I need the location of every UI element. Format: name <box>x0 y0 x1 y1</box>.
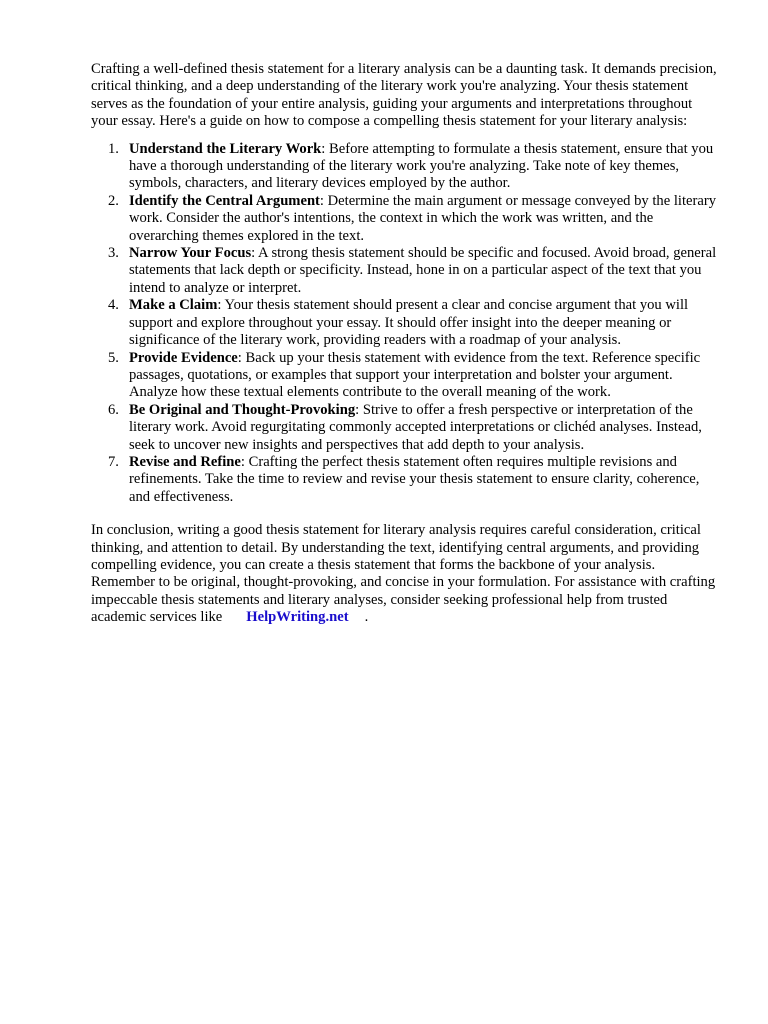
step-text: Determine the main argument or message conveyed by the literary work. Consider the author's intentions, the context in which the work was written, and the overarching themes explored in the text. <box>129 192 716 244</box>
step-separator: : <box>240 453 245 470</box>
step-text: Your thesis statement should present a clear and concise argument that you will support and explore throughout your essay. It should offer insight into the deeper meaning or significance of the literary work, providing readers with a roadmap of your analysis. <box>129 297 689 349</box>
list-item <box>91 141 721 193</box>
step-text: Back up your thesis statement with evidence from the text. Reference specific passages, quotations, or examples that support your interpretation and bolster your argument. Analyze how these textual elements contribute to the overall meaning of the work. <box>129 349 701 401</box>
step-separator: : <box>319 192 324 209</box>
step-separator: : <box>217 297 222 314</box>
step-heading: Narrow Your Focus <box>129 245 252 262</box>
list-number: 4. <box>108 297 119 314</box>
list-number: 2. <box>108 192 119 209</box>
list-number: 6. <box>108 401 119 418</box>
conclusion-text: In conclusion, writing a good thesis statement for literary analysis requires careful consideration, critical thinking, and attention to detail. By understanding the text, identifying central arguments, and providing compelling evidence, you can create a thesis statement that forms the backbone of your analysis. Remember to be original, thought-provoking, and concise in your formulation. For assistance with crafting impeccable thesis statements and literary analyses, consider seeking professional help from trusted academic services like <box>91 522 716 626</box>
step-separator: : <box>321 140 326 157</box>
step-separator: : <box>251 245 256 262</box>
step-text: Strive to offer a fresh perspective or interpretation of the literary work. Avoid regurgitating commonly accepted interpretations or clichéd analyses. Instead, seek to uncover new insights and perspectives that add depth to your analysis. <box>129 401 702 453</box>
conclusion-end: . <box>364 609 369 626</box>
step-heading: Make a Claim <box>129 297 218 314</box>
list-item <box>91 193 721 245</box>
step-heading: Revise and Refine <box>129 453 241 470</box>
step-heading: Understand the Literary Work <box>129 140 322 157</box>
helpwriting-link[interactable]: HelpWriting.net <box>246 609 349 626</box>
conclusion-paragraph <box>91 522 721 626</box>
list-item <box>91 297 721 349</box>
step-text: Crafting the perfect thesis statement often requires multiple revisions and refinements. Take the time to review and revise your thesis statement to ensure clarity, coherence, and effectiveness. <box>129 453 700 505</box>
list-item <box>91 350 721 402</box>
list-item <box>91 454 721 506</box>
document-page <box>91 61 721 627</box>
list-item <box>91 402 721 454</box>
step-text: A strong thesis statement should be specific and focused. Avoid broad, general statements that lack depth or specificity. Instead, hone in on a particular aspect of the text that you intend to analyze or interpret. <box>129 245 717 296</box>
step-heading: Identify the Central Argument <box>129 192 320 209</box>
steps-list <box>91 141 721 507</box>
list-number: 1. <box>108 140 119 157</box>
list-item <box>91 245 721 297</box>
step-heading: Be Original and Thought-Provoking <box>129 401 356 418</box>
list-number: 3. <box>108 245 119 262</box>
step-separator: : <box>237 349 242 366</box>
step-separator: : <box>355 401 360 418</box>
intro-paragraph: Crafting a well-defined thesis statement for a literary analysis can be a daunting task. It demands precision, critical thinking, and a deep understanding of the literary work you're analyzing. Your thesis statement serves as the foundation of your entire analysis, guiding your arguments and interpretations throughout your essay. Here's a guide on how to compose a compelling thesis statement for your literary analysis: <box>91 61 717 130</box>
step-text: Before attempting to formulate a thesis statement, ensure that you have a thorough understanding of the literary work you're analyzing. Take note of key themes, symbols, characters, and literary devices employed by the author. <box>129 140 714 192</box>
step-heading: Provide Evidence <box>129 349 238 366</box>
list-number: 7. <box>108 453 119 470</box>
list-number: 5. <box>108 349 119 366</box>
